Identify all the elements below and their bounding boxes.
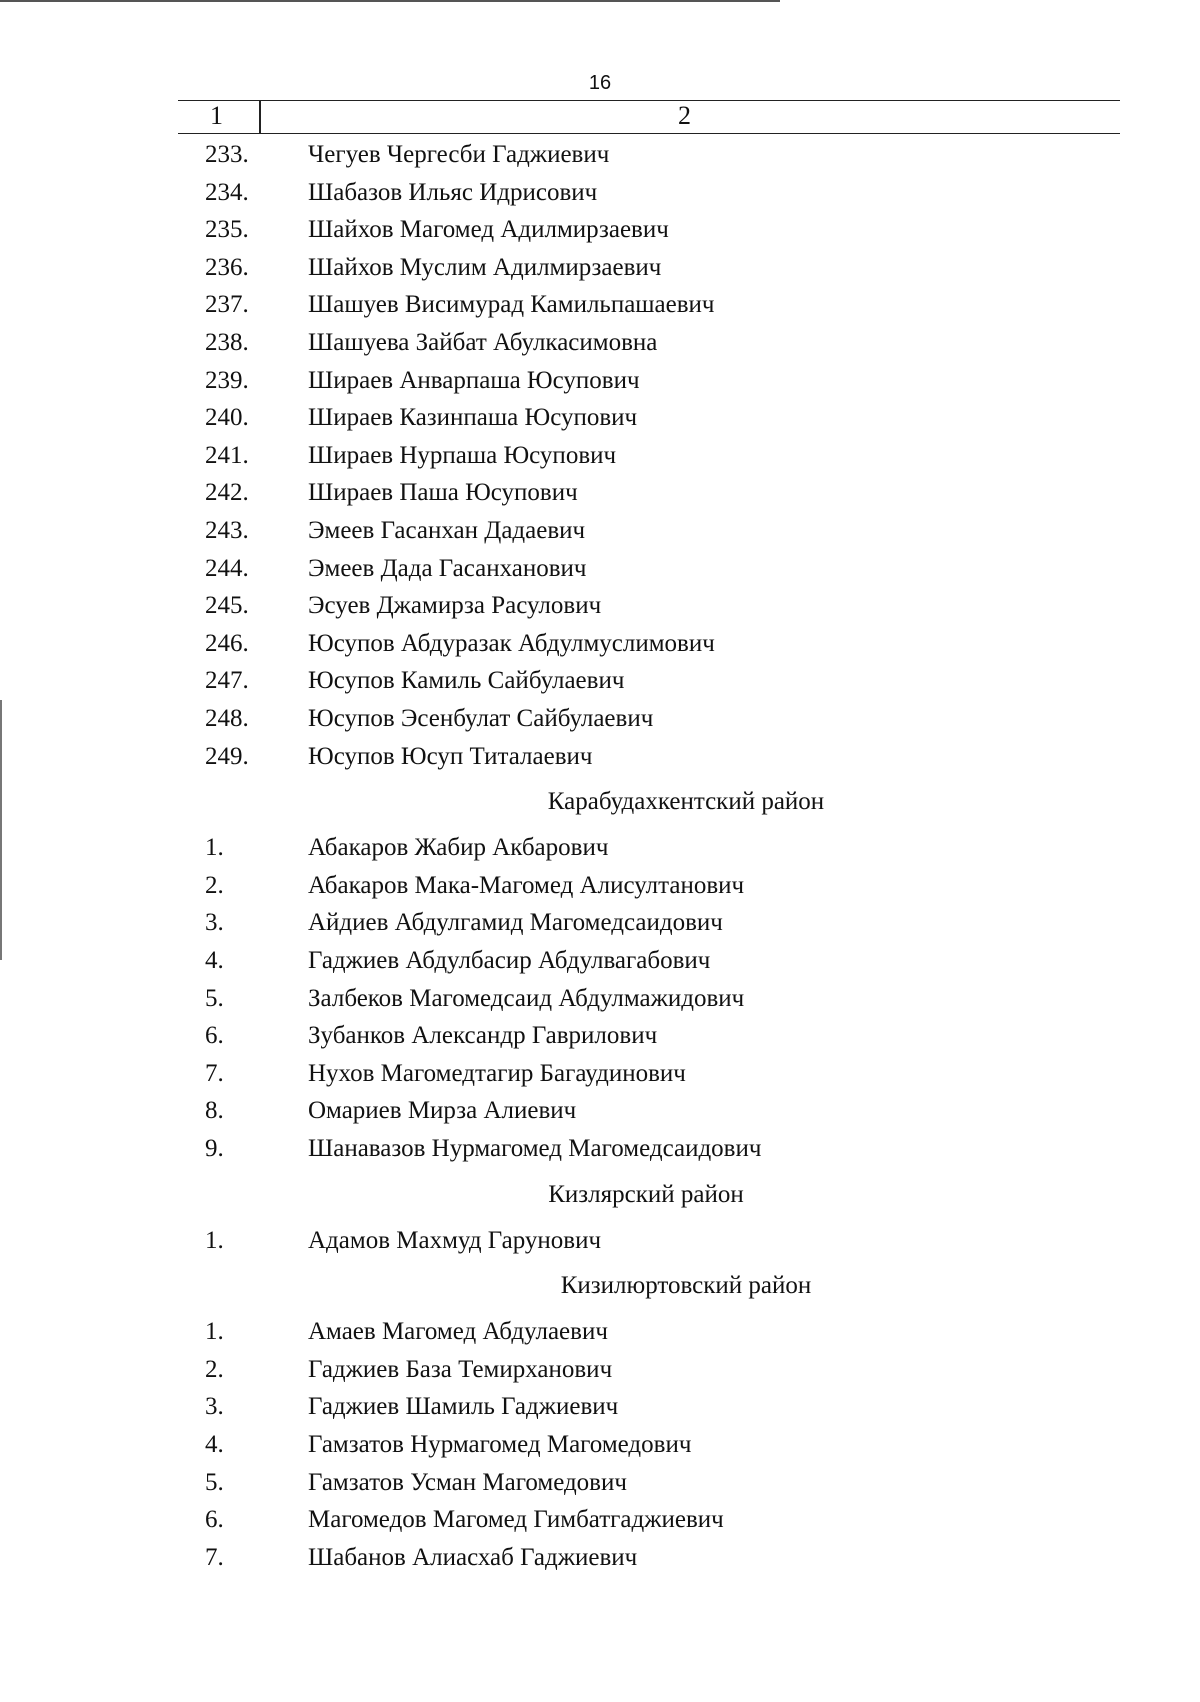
list-item xyxy=(0,438,1200,474)
list-item xyxy=(0,1093,1200,1129)
list-item-number: 248. xyxy=(205,705,249,732)
list-item-number: 235. xyxy=(205,216,249,244)
list-item-number: 241. xyxy=(205,441,249,469)
list-item-name: Абакаров Мака-Магомед Алисултанович xyxy=(308,871,745,899)
list-item-number: 8. xyxy=(205,1097,224,1125)
list-item-name: Юсупов Абдуразак Абдулмуслимович xyxy=(308,629,715,657)
list-item-name: Абакаров Жабир Акбарович xyxy=(308,834,609,862)
list-item xyxy=(0,981,1200,1017)
list-item-number: 7. xyxy=(205,1059,224,1087)
list-item-number: 233. xyxy=(205,141,249,168)
list-item xyxy=(0,1056,1200,1092)
list-item-number: 5. xyxy=(205,984,224,1012)
list-item xyxy=(0,212,1200,248)
list-item xyxy=(0,175,1200,211)
list-item xyxy=(0,250,1200,286)
list-item-number: 246. xyxy=(205,629,249,657)
list-item-name: Шайхов Магомед Адилмирзаевич xyxy=(308,216,669,244)
list-item xyxy=(0,325,1200,361)
list-item-number: 1. xyxy=(205,834,224,862)
list-item xyxy=(0,1389,1200,1425)
table-header-top-rule xyxy=(178,100,1120,101)
list-item xyxy=(0,513,1200,549)
table-header-column-divider xyxy=(259,100,261,133)
list-item-name: Гаджиев Шамиль Гаджиевич xyxy=(308,1393,619,1421)
list-item-name: Адамов Махмуд Гарунович xyxy=(308,1226,602,1254)
page-number: 16 xyxy=(588,72,612,94)
list-item xyxy=(0,739,1200,775)
list-item-number: 2. xyxy=(205,871,224,899)
list-item xyxy=(0,1502,1200,1538)
list-item xyxy=(0,1465,1200,1501)
list-item xyxy=(0,363,1200,399)
list-item-number: 245. xyxy=(205,592,249,620)
list-item-name: Гаджиев База Темирханович xyxy=(308,1355,613,1383)
list-item-number: 4. xyxy=(205,1431,224,1458)
list-item xyxy=(0,551,1200,587)
list-item xyxy=(0,663,1200,699)
list-item-name: Амаев Магомед Абдулаевич xyxy=(308,1318,608,1346)
list-item-number: 9. xyxy=(205,1135,224,1162)
list-item-number: 1. xyxy=(205,1226,224,1254)
list-item-name: Шираев Паша Юсупович xyxy=(308,479,578,507)
list-item xyxy=(0,287,1200,323)
list-item-name: Омариев Мирза Алиевич xyxy=(308,1097,577,1125)
list-item xyxy=(0,1540,1200,1576)
list-item-name: Юсупов Камиль Сайбулаевич xyxy=(308,667,625,695)
list-item xyxy=(0,137,1200,173)
list-item-number: 3. xyxy=(205,909,224,937)
list-item xyxy=(0,943,1200,979)
list-item xyxy=(0,1131,1200,1167)
list-item-name: Юсупов Эсенбулат Сайбулаевич xyxy=(308,705,654,732)
list-item xyxy=(0,830,1200,866)
list-item-number: 239. xyxy=(205,366,249,394)
list-item-name: Шашуева Зайбат Абулкасимовна xyxy=(308,329,658,356)
list-item-number: 236. xyxy=(205,253,249,281)
list-item xyxy=(0,475,1200,511)
list-item-name: Шираев Нурпаша Юсупович xyxy=(308,441,617,469)
list-item-name: Гаджиев Абдулбасир Абдулвагабович xyxy=(308,947,711,974)
list-item-name: Шабазов Ильяс Идрисович xyxy=(308,178,598,206)
list-item-number: 238. xyxy=(205,329,249,356)
list-item-name: Гамзатов Усман Магомедович xyxy=(308,1468,627,1496)
column-2-header: 2 xyxy=(678,101,691,130)
list-item xyxy=(0,1352,1200,1388)
list-item xyxy=(0,1314,1200,1350)
list-item-name: Айдиев Абдулгамид Магомедсаидович xyxy=(308,909,723,937)
list-item-number: 1. xyxy=(205,1318,224,1346)
list-item-number: 242. xyxy=(205,479,249,507)
list-item-name: Зубанков Александр Гаврилович xyxy=(308,1022,658,1050)
list-item-number: 247. xyxy=(205,667,249,695)
list-item-number: 240. xyxy=(205,404,249,432)
list-item-name: Шанавазов Нурмагомед Магомедсаидович xyxy=(308,1135,762,1162)
list-item-number: 7. xyxy=(205,1543,224,1571)
list-item xyxy=(0,588,1200,624)
list-item-number: 244. xyxy=(205,554,249,582)
list-item-name: Шабанов Алиасхаб Гаджиевич xyxy=(308,1543,638,1571)
list-item-number: 234. xyxy=(205,178,249,206)
list-item-number: 237. xyxy=(205,291,249,319)
list-item-name: Юсупов Юсуп Титалаевич xyxy=(308,742,593,770)
list-item-name: Шашуев Висимурад Камильпашаевич xyxy=(308,291,715,319)
list-item xyxy=(0,400,1200,436)
list-item-name: Чегуев Чергесби Гаджиевич xyxy=(308,141,610,168)
scan-edge-top xyxy=(0,0,780,2)
list-item-name: Залбеков Магомедсаид Абдулмажидович xyxy=(308,984,745,1012)
list-item-name: Шираев Анварпаша Юсупович xyxy=(308,366,640,394)
list-item xyxy=(0,905,1200,941)
list-item xyxy=(0,1223,1200,1259)
list-item-name: Эмеев Гасанхан Дадаевич xyxy=(308,517,586,544)
list-item xyxy=(0,868,1200,904)
list-item-name: Эмеев Дада Гасанханович xyxy=(308,554,587,582)
list-item-name: Нухов Магомедтагир Багаудинович xyxy=(308,1059,686,1087)
list-item-name: Эсуев Джамирза Расулович xyxy=(308,592,602,620)
district-heading: Кизилюртовский район xyxy=(560,1272,812,1300)
list-item-number: 243. xyxy=(205,517,249,544)
district-heading: Кизлярский район xyxy=(548,1180,744,1208)
table-header-bottom-rule xyxy=(178,133,1120,134)
list-item-number: 3. xyxy=(205,1393,224,1421)
list-item xyxy=(0,1018,1200,1054)
list-item-number: 249. xyxy=(205,742,249,770)
list-item-number: 2. xyxy=(205,1355,224,1383)
list-item-name: Магомедов Магомед Гимбатгаджиевич xyxy=(308,1506,724,1534)
list-item-number: 5. xyxy=(205,1468,224,1496)
list-item-name: Шайхов Муслим Адилмирзаевич xyxy=(308,253,662,281)
column-1-header: 1 xyxy=(210,101,223,130)
list-item-name: Шираев Казинпаша Юсупович xyxy=(308,404,638,432)
district-heading: Карабудахкентский район xyxy=(547,788,825,816)
list-item-number: 4. xyxy=(205,947,224,974)
list-item-number: 6. xyxy=(205,1506,224,1534)
list-item-name: Гамзатов Нурмагомед Магомедович xyxy=(308,1431,692,1458)
list-item-number: 6. xyxy=(205,1022,224,1050)
list-item xyxy=(0,701,1200,737)
list-item xyxy=(0,626,1200,662)
list-item xyxy=(0,1427,1200,1463)
